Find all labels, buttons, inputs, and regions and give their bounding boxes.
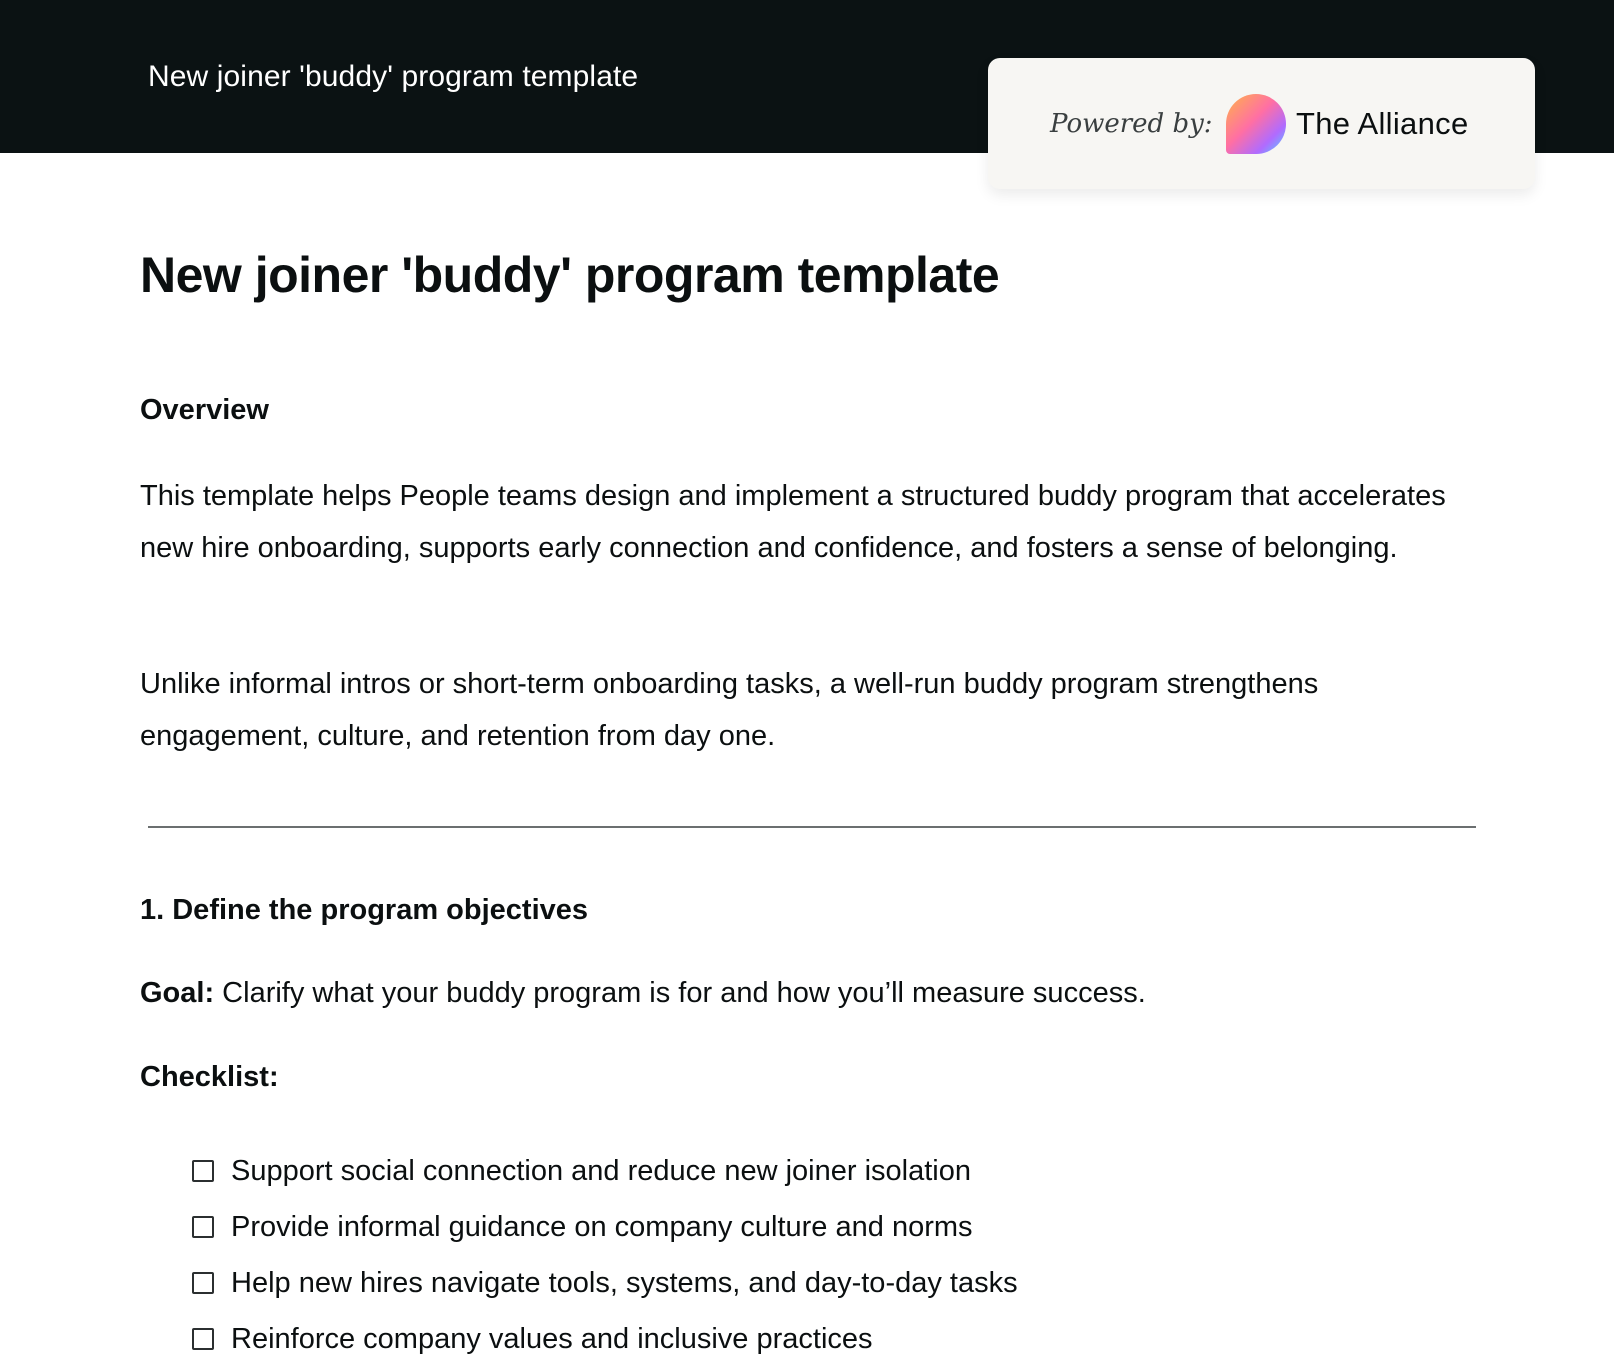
section-1-heading: 1. Define the program objectives: [140, 894, 589, 926]
section-divider: [148, 826, 1476, 828]
checklist-item[interactable]: [192, 1311, 1018, 1367]
checklist-item[interactable]: [192, 1199, 1018, 1255]
checklist-item-label: Support social connection and reduce new joiner isolation: [231, 1154, 971, 1187]
checklist-item-label: Reinforce company values and inclusive practices: [231, 1322, 873, 1355]
checklist-item-label: Help new hires navigate tools, systems, and day-to-day tasks: [231, 1266, 1018, 1299]
brand-name: The Alliance: [1296, 106, 1469, 141]
goal-label: Goal:: [140, 977, 215, 1009]
checklist-item[interactable]: [192, 1143, 1018, 1199]
goal-text: Clarify what your buddy program is for and how you’ll measure success.: [214, 977, 1146, 1009]
goal-line: [140, 977, 1146, 1010]
checklist: [192, 1143, 1018, 1367]
checklist-item[interactable]: [192, 1255, 1018, 1311]
banner-title: New joiner 'buddy' program template: [148, 60, 639, 93]
powered-by-card[interactable]: [988, 58, 1535, 189]
checkbox-icon[interactable]: [192, 1160, 214, 1182]
overview-paragraph-1: This template helps People teams design and implement a structured buddy program that accelerates new hire onboarding, supports early connection and confidence, and fosters a sense of belonging.: [140, 480, 1446, 564]
checklist-heading: Checklist:: [140, 1061, 279, 1093]
brand-logo-icon: [1226, 94, 1286, 154]
overview-heading: Overview: [140, 394, 269, 426]
checkbox-icon[interactable]: [192, 1272, 214, 1294]
checklist-item-label: Provide informal guidance on company culture and norms: [231, 1210, 973, 1243]
page-title: New joiner 'buddy' program template: [140, 247, 1000, 303]
overview-paragraph-2: Unlike informal intros or short-term onboarding tasks, a well-run buddy program strengthens engagement, culture, and retention from day one.: [140, 668, 1319, 752]
powered-by-label: Powered by:: [1050, 109, 1213, 139]
checkbox-icon[interactable]: [192, 1328, 214, 1350]
checkbox-icon[interactable]: [192, 1216, 214, 1238]
